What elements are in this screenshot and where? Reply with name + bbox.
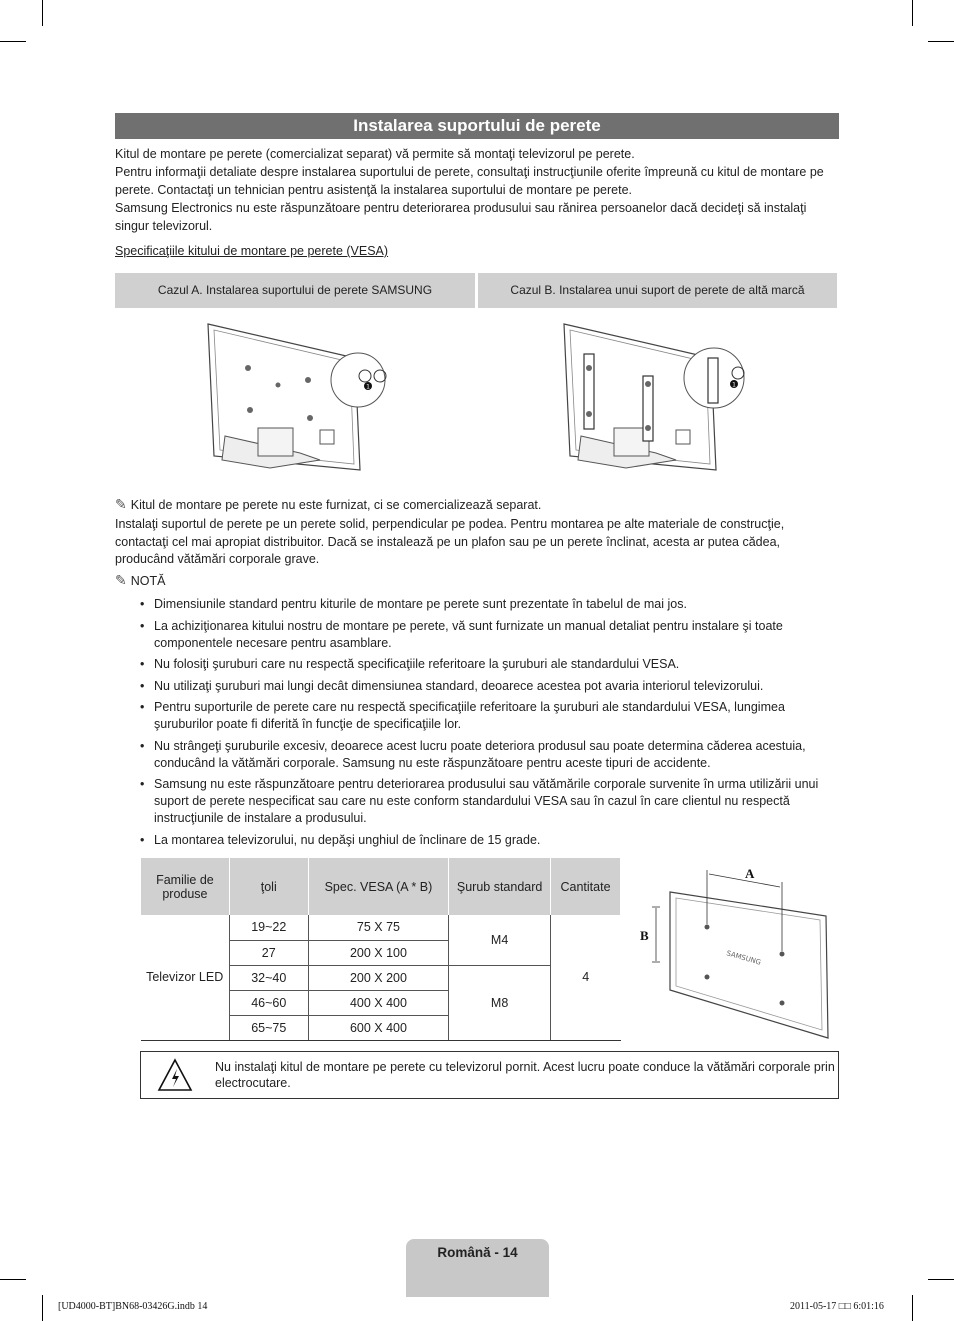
file-meta: [UD4000-BT]BN68-03426G.indb 14	[58, 1301, 208, 1312]
table-header: Şurub standard	[449, 858, 551, 915]
warning-text: Nu instalaţi kitul de montare pe perete cu televizorul pornit. Acest lucru poate conduce la vătămări corporale prin electrocutare.	[215, 1060, 835, 1090]
table-header: Cantitate	[551, 858, 621, 915]
svg-text:1: 1	[366, 383, 370, 391]
list-item: • Nu utilizaţi şuruburi mai lungi decât dimensiunea standard, deoarece acestea pot avaria interiorul televizorului.	[140, 678, 840, 695]
case-b-header: Cazul B. Instalarea unui suport de perete de altă marcă	[478, 273, 837, 308]
dimension-a-label: A	[745, 866, 755, 881]
inches-cell: 27	[229, 940, 308, 965]
list-item: • La achiziţionarea kitului nostru de montare pe perete, vă sunt furnizate un manual detaliat pentru instalare şi toate componentele necesare pentru asamblare.	[140, 618, 840, 652]
intro-paragraph-3: Samsung Electronics nu este răspunzătoare pentru deteriorarea produsului sau rănirea persoanelor dacă decideţi să instalaţi singur televizorul.	[115, 201, 807, 233]
family-cell: Televizor LED	[141, 915, 230, 1040]
list-item: • Pentru suporturile de perete care nu respectă specificaţiile referitoare la şuruburi ale standardului VESA, lungimea şuruburilor poate fi diferită în funcţie de specificaţiile lor.	[140, 699, 840, 733]
vesa-cell: 600 X 400	[308, 1015, 449, 1040]
note-pencil-icon: ✎	[115, 497, 127, 513]
samsung-logo: SAMSUNG	[725, 949, 762, 967]
inches-cell: 46~60	[229, 990, 308, 1015]
table-header: ţoli	[229, 858, 308, 915]
case-a-illustration	[200, 318, 400, 483]
list-item: • La montarea televizorului, nu depăşi unghiul de înclinare de 15 grade.	[140, 832, 840, 849]
note-pencil-icon: ✎	[115, 573, 127, 589]
kit-note: ✎ Kitul de montare pe perete nu este furnizat, ci se comercializează separat.	[115, 497, 542, 513]
screw-cell: M4	[449, 915, 551, 965]
table-header: Spec. VESA (A * B)	[308, 858, 449, 915]
page-title: Instalarea suportului de perete	[115, 113, 839, 139]
list-item: • Samsung nu este răspunzătoare pentru deteriorarea produsului sau vătămările corporale survenite în urma utilizării unui suport de perete nespecificat sau care nu este conform standardului VESA sau în cazul în care clientul nu respectă instrucţiunile de instalare a produsului.	[140, 776, 840, 827]
page-number: Română - 14	[437, 1245, 518, 1260]
table-header: Familie de produse	[141, 858, 230, 915]
electric-shock-warning-icon	[157, 1058, 193, 1092]
inches-cell: 65~75	[229, 1015, 308, 1040]
list-item: • Nu folosiţi şuruburi care nu respectă specificaţiile referitoare la şuruburi ale standardului VESA.	[140, 656, 840, 673]
vesa-cell: 400 X 400	[308, 990, 449, 1015]
list-item: • Dimensiunile standard pentru kiturile de montare pe perete sunt prezentate în tabelul de mai jos.	[140, 596, 840, 613]
inches-cell: 32~40	[229, 965, 308, 990]
screw-cell: M8	[449, 965, 551, 1040]
case-a-header: Cazul A. Instalarea suportului de perete SAMSUNG	[115, 273, 475, 308]
intro-paragraph-1: Kitul de montare pe perete (comercializat separat) vă permite să montaţi televizorul pe perete.	[115, 147, 635, 161]
vesa-cell: 200 X 200	[308, 965, 449, 990]
inches-cell: 19~22	[229, 915, 308, 940]
notes-list	[140, 596, 840, 853]
vesa-cell: 75 X 75	[308, 915, 449, 940]
dimension-b-label: B	[640, 928, 649, 943]
vesa-cell: 200 X 100	[308, 940, 449, 965]
intro-paragraph-2: Pentru informaţii detaliate despre instalarea suportului de perete, consultaţi instrucţiunile oferite împreună cu kitul de montare pe perete. Contactaţi un tehnician pentru asistenţă la instalarea suportului de montare pe perete.	[115, 165, 824, 197]
note-label: ✎ NOTĂ	[115, 573, 166, 589]
date-meta: 2011-05-17 □□ 6:01:16	[790, 1301, 884, 1312]
table-row	[141, 915, 621, 940]
warning-box	[140, 1051, 839, 1099]
vesa-spec-heading: Specificaţiile kitului de montare pe perete (VESA)	[115, 244, 389, 258]
svg-text:1: 1	[732, 381, 736, 389]
install-paragraph: Instalaţi suportul de perete pe un perete solid, perpendicular pe podea. Pentru montarea pe alte materiale de construcţie, contactaţi cel mai apropiat distribuitor. Dacă se instalează pe un plafon sau pe un perete înclinat, acesta ar putea cădea, producând vătămări corporale grave.	[115, 517, 785, 566]
case-b-illustration	[556, 318, 766, 483]
vesa-dimension-diagram	[630, 862, 836, 1040]
vesa-table	[140, 858, 621, 1041]
quantity-cell: 4	[551, 915, 621, 1040]
list-item: • Nu strângeţi şuruburile excesiv, deoarece acest lucru poate deteriora produsul sau poate determina căderea acestuia, conducând la vătămări corporale. Samsung nu este răspunzătoare pentru aceste tipuri de accidente.	[140, 738, 840, 772]
